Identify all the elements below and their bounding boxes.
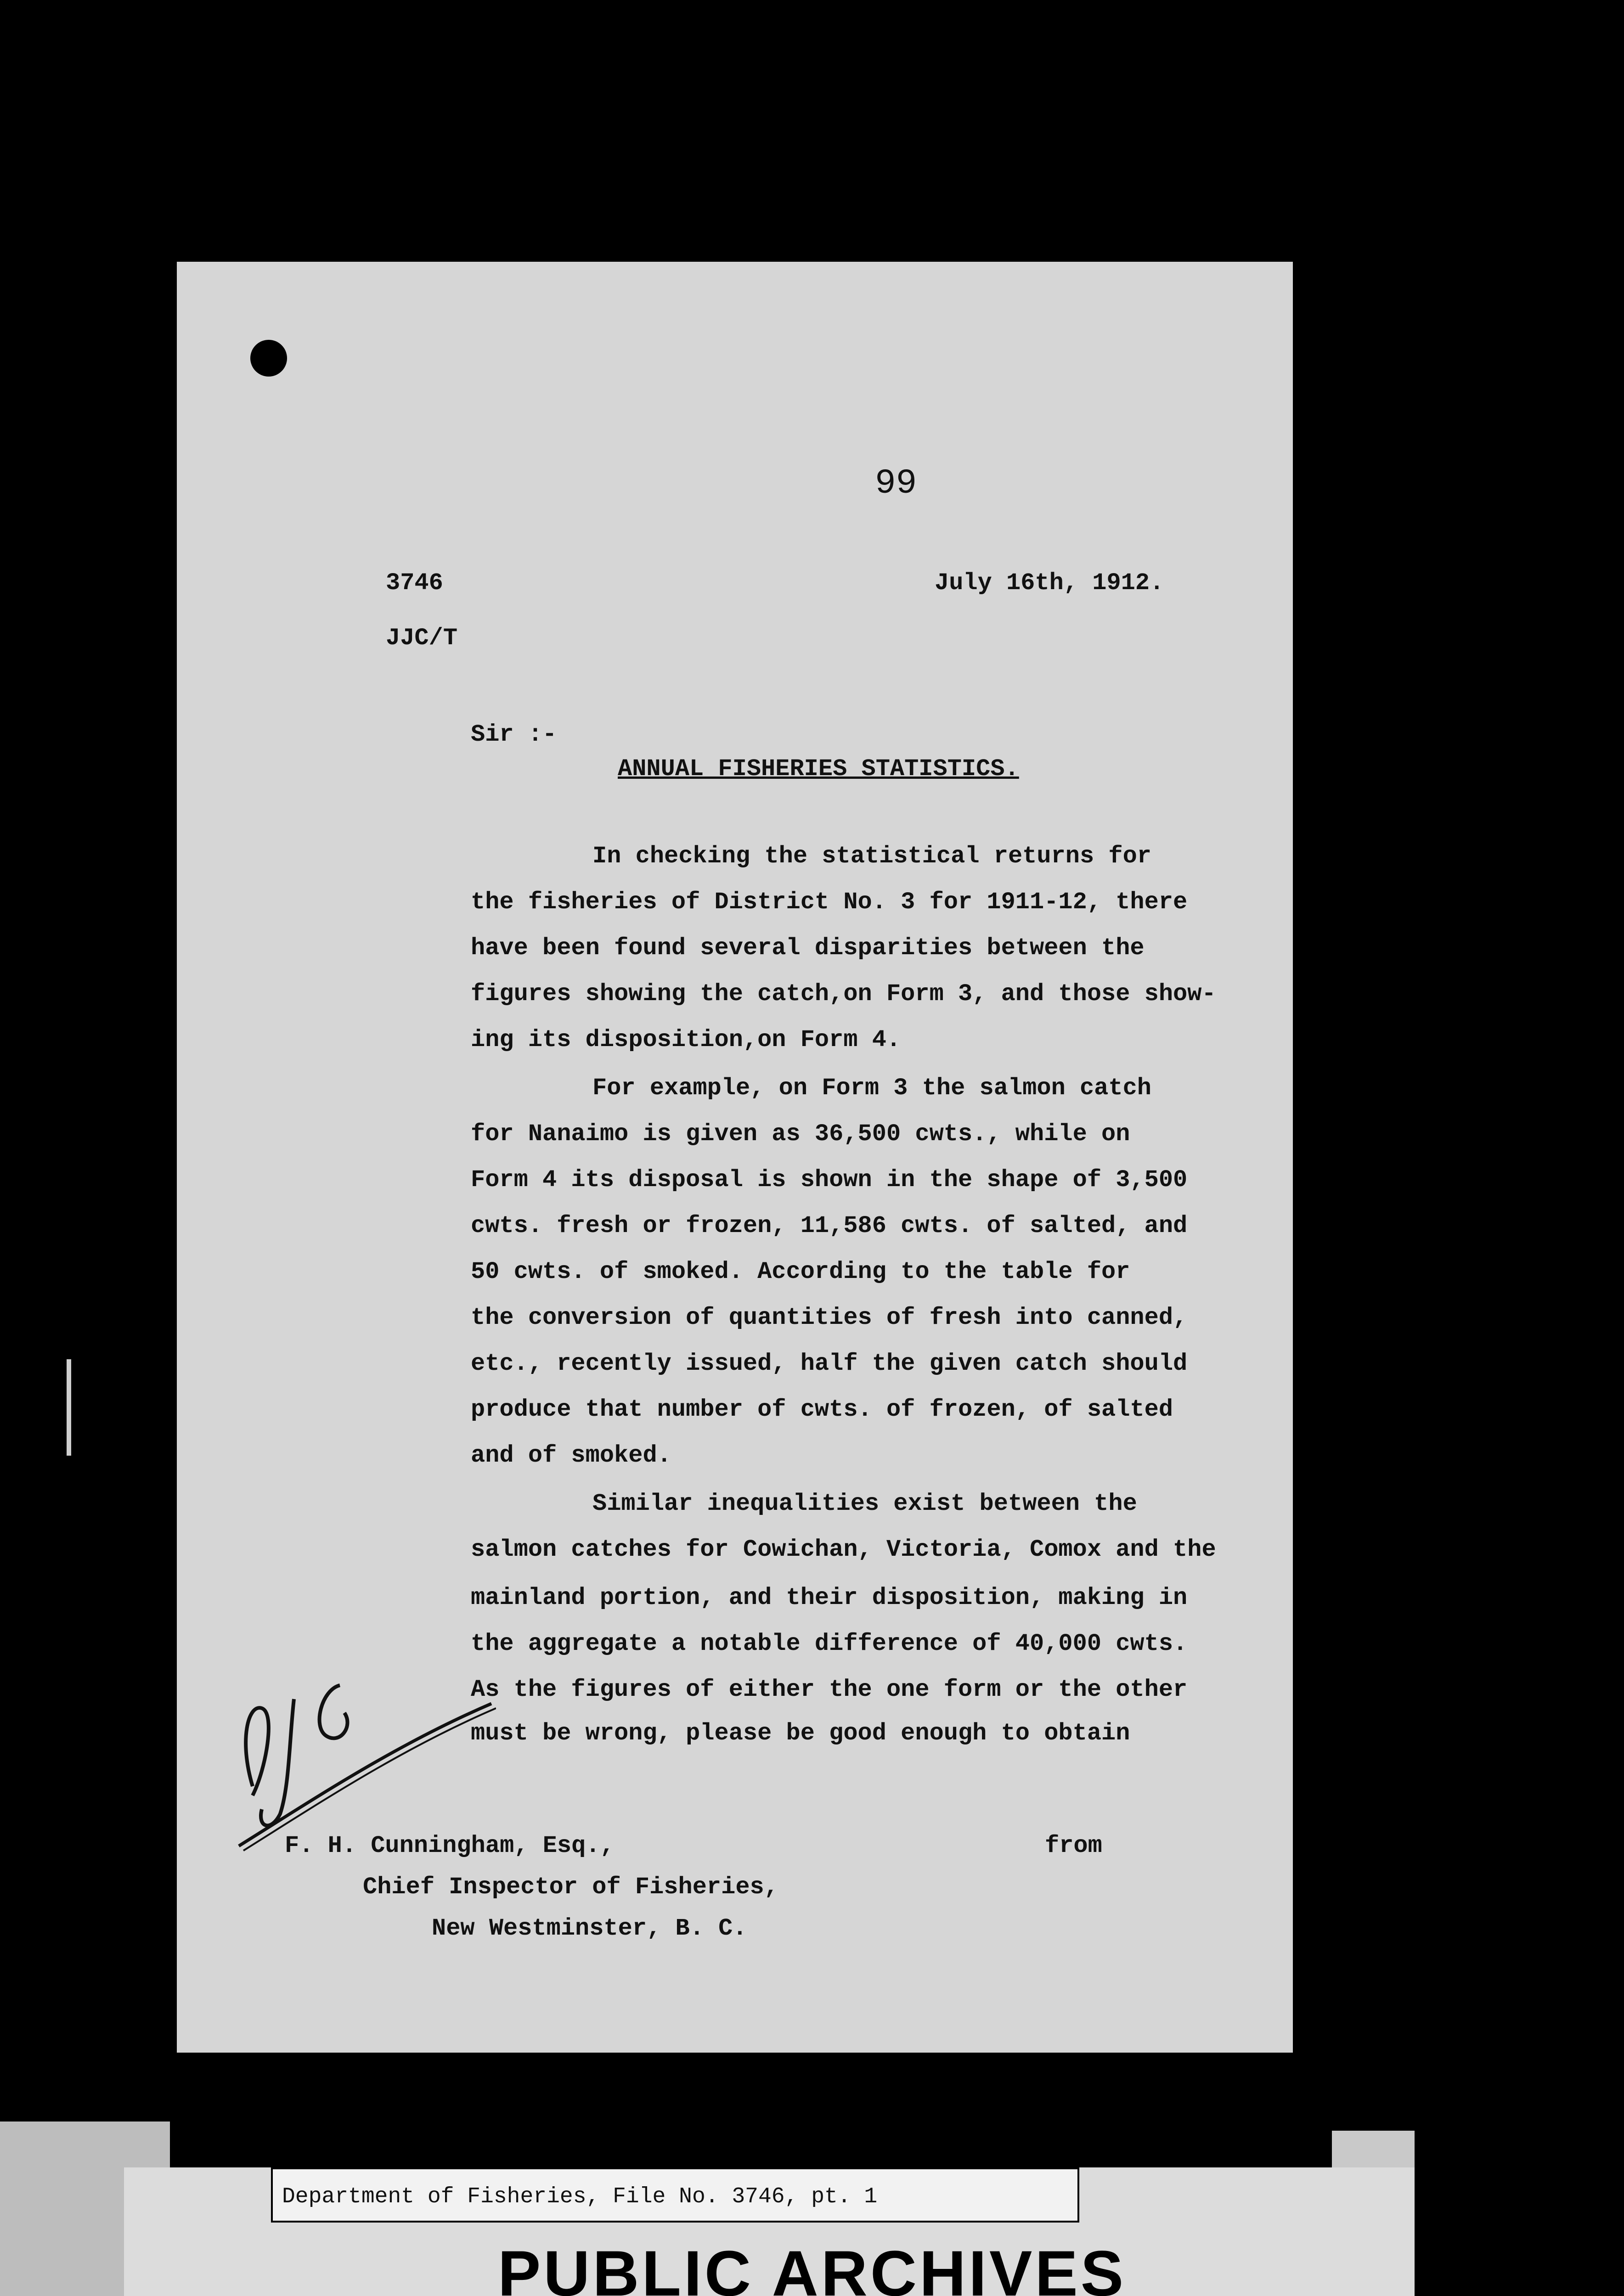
file-reference: 3746 xyxy=(386,569,443,597)
body-line: figures showing the catch,on Form 3, and those show- xyxy=(471,980,1216,1007)
page-number: 99 xyxy=(875,464,917,503)
archives-title-en: PUBLIC ARCHIVES xyxy=(497,2237,1127,2296)
addressee-name: F. H. Cunningham, Esq., xyxy=(285,1832,615,1859)
body-line: Form 4 its disposal is shown in the shape of 3,500 xyxy=(471,1166,1188,1193)
body-line: As the figures of either the one form or the other xyxy=(471,1676,1188,1703)
body-line: and of smoked. xyxy=(471,1442,671,1469)
body-line: have been found several disparities between the xyxy=(471,934,1145,962)
letter-page xyxy=(177,262,1293,2053)
letter-date: July 16th, 1912. xyxy=(935,569,1164,597)
body-line: 50 cwts. of smoked. According to the table for xyxy=(471,1258,1130,1285)
body-line: produce that number of cwts. of frozen, of salted xyxy=(471,1396,1173,1423)
body-line: Similar inequalities exist between the xyxy=(592,1490,1137,1517)
body-line: ing its disposition,on Form 4. xyxy=(471,1026,901,1053)
body-line: salmon catches for Cowichan, Victoria, Comox and the xyxy=(471,1536,1216,1563)
body-line: For example, on Form 3 the salmon catch xyxy=(592,1075,1151,1102)
continuation-word: from xyxy=(1045,1832,1102,1859)
body-line: must be wrong, please be good enough to obtain xyxy=(471,1720,1130,1747)
punch-hole xyxy=(250,340,287,377)
salutation: Sir :- xyxy=(471,721,557,748)
body-line: the aggregate a notable difference of 40,000 cwts. xyxy=(471,1630,1188,1657)
body-line: for Nanaimo is given as 36,500 cwts., while on xyxy=(471,1120,1130,1148)
typist-initials: JJC/T xyxy=(386,625,458,652)
handwritten-initials xyxy=(220,1649,496,1855)
subject-heading: ANNUAL FISHERIES STATISTICS. xyxy=(618,755,1019,782)
margin-mark xyxy=(67,1359,71,1456)
body-line: cwts. fresh or frozen, 11,586 cwts. of salted, and xyxy=(471,1212,1188,1239)
addressee-city: New Westminster, B. C. xyxy=(432,1915,747,1942)
addressee-title: Chief Inspector of Fisheries, xyxy=(363,1874,778,1901)
file-label: Department of Fisheries, File No. 3746, pt. 1 xyxy=(271,2167,1079,2223)
body-line: the fisheries of District No. 3 for 1911-12, there xyxy=(471,889,1188,916)
body-line: the conversion of quantities of fresh into canned, xyxy=(471,1304,1188,1331)
body-line: etc., recently issued, half the given catch should xyxy=(471,1350,1188,1377)
body-line: mainland portion, and their disposition, making in xyxy=(471,1584,1188,1611)
body-line: In checking the statistical returns for xyxy=(592,843,1151,870)
